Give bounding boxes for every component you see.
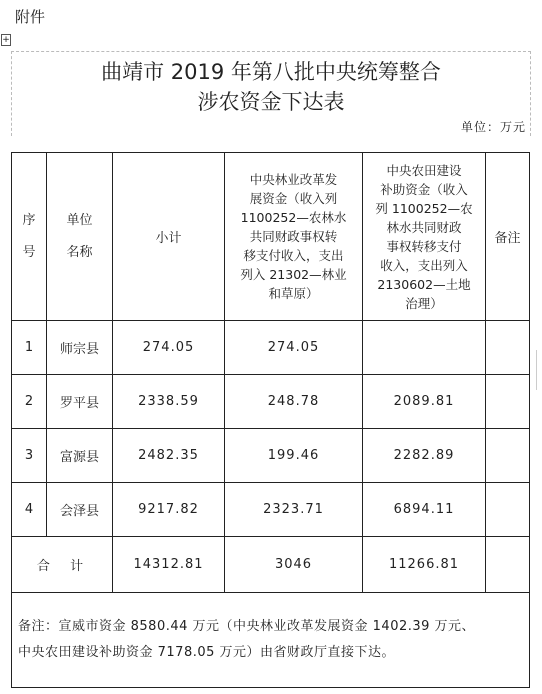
header-forestry-line: 列入 21302—林业 (240, 267, 347, 282)
header-forestry-line: 展资金（收入列 (249, 191, 338, 206)
header-forestry-fund (225, 153, 363, 321)
row-farmland (363, 321, 486, 375)
table-move-handle-icon[interactable]: + (2, 35, 10, 45)
header-farmland-line: 收入，支出列入 (380, 257, 468, 273)
row-subtotal: 2338.59 (113, 375, 225, 429)
header-farmland-line: 2130602—土地 (377, 276, 471, 292)
note-cell (12, 593, 530, 688)
funds-table (11, 152, 530, 688)
table-row (12, 321, 530, 375)
row-no: 1 (12, 321, 47, 375)
header-subtotal: 小计 (113, 153, 225, 321)
header-seq-b: 号 (22, 244, 36, 260)
row-name: 师宗县 (47, 321, 113, 375)
header-forestry-line: 1100252—农林水 (240, 210, 347, 225)
note-line-2: 中央农田建设补助资金 7178.05 万元）由省财政厅直接下达。 (18, 645, 396, 660)
header-farmland-line: 补助资金（收入 (380, 181, 468, 197)
row-farmland: 2089.81 (363, 375, 486, 429)
header-forestry-line: 共同财政事权转 (249, 229, 338, 244)
header-farmland-line: 列 1100252—农 (375, 200, 473, 216)
row-name: 会泽县 (47, 483, 113, 537)
header-unit-b: 名称 (66, 244, 93, 260)
page-title-line2: 涉农资金下达表 (197, 90, 345, 114)
row-subtotal: 274.05 (113, 321, 225, 375)
row-name: 罗平县 (47, 375, 113, 429)
scroll-edge (536, 350, 542, 390)
row-forestry: 199.46 (225, 429, 363, 483)
header-farmland-line: 治理） (405, 295, 443, 311)
row-no: 3 (12, 429, 47, 483)
total-farmland: 11266.81 (363, 537, 486, 593)
row-no: 2 (12, 375, 47, 429)
row-name: 富源县 (47, 429, 113, 483)
note-row (12, 593, 530, 688)
header-seq (12, 153, 47, 321)
row-forestry: 2323.71 (225, 483, 363, 537)
header-forestry-line: 和草原） (268, 286, 319, 301)
total-row (12, 537, 530, 593)
total-subtotal: 14312.81 (113, 537, 225, 593)
table-row (12, 429, 530, 483)
table-row (12, 483, 530, 537)
row-remark (486, 483, 530, 537)
total-forestry: 3046 (225, 537, 363, 593)
table-header-row (12, 153, 530, 321)
header-farmland-fund (363, 153, 486, 321)
header-forestry-line: 移支付收入，支出 (243, 248, 344, 263)
row-remark (486, 321, 530, 375)
total-label: 合 计 (12, 537, 113, 593)
row-no: 4 (12, 483, 47, 537)
header-farmland-line: 事权转移支付 (386, 238, 462, 254)
row-forestry: 274.05 (225, 321, 363, 375)
header-remark: 备注 (486, 153, 530, 321)
total-remark (486, 537, 530, 593)
row-subtotal: 2482.35 (113, 429, 225, 483)
header-unit-a: 单位 (66, 212, 93, 228)
header-farmland-line: 中央农田建设 (386, 162, 462, 178)
attachment-label: 附件 (15, 8, 46, 26)
row-remark (486, 375, 530, 429)
header-forestry-line: 中央林业改革发 (249, 172, 338, 187)
page-title-line1: 曲靖市 2019 年第八批中央统筹整合 (101, 60, 441, 84)
row-forestry: 248.78 (225, 375, 363, 429)
table-row (12, 375, 530, 429)
row-subtotal: 9217.82 (113, 483, 225, 537)
header-unit (47, 153, 113, 321)
note-line-1: 备注：宣威市资金 8580.44 万元（中央林业改革发展资金 1402.39 万元、 (18, 619, 476, 634)
unit-label: 单位：万元 (460, 120, 526, 134)
row-remark (486, 429, 530, 483)
header-seq-a: 序 (22, 212, 36, 228)
row-farmland: 2282.89 (363, 429, 486, 483)
header-farmland-line: 林水共同财政 (386, 219, 462, 235)
row-farmland: 6894.11 (363, 483, 486, 537)
